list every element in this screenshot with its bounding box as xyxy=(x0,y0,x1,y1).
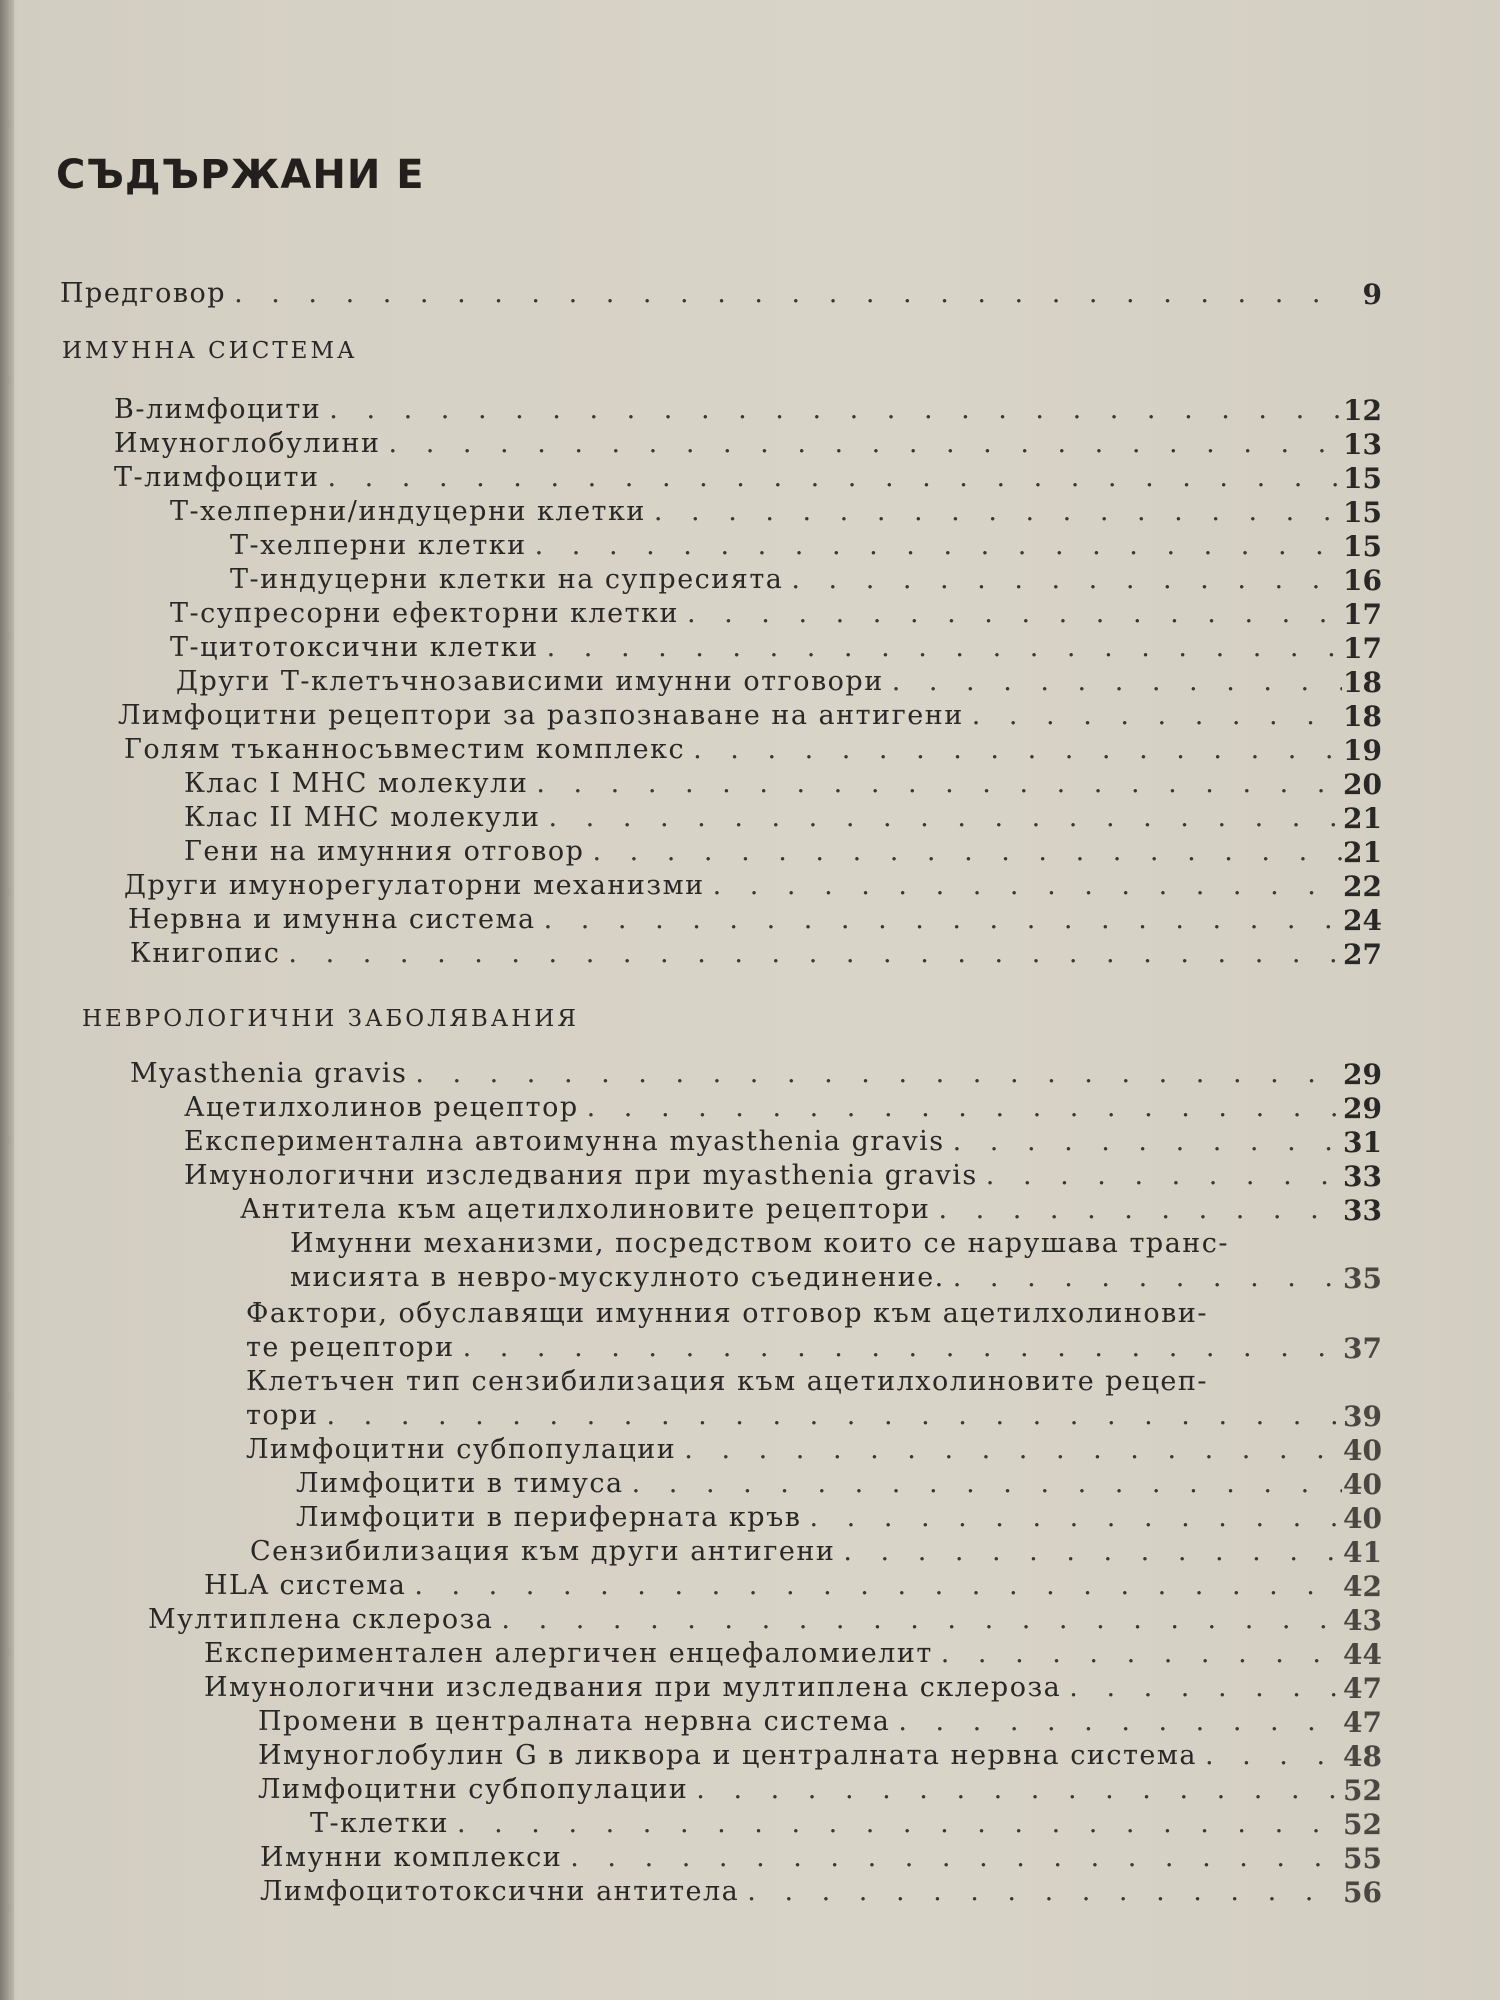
toc-entry-page: 27 xyxy=(1343,938,1382,971)
toc-entry-text: Т-цитотоксични клетки xyxy=(170,632,539,663)
toc-entry-page: 15 xyxy=(1343,496,1382,529)
leader-dots xyxy=(747,1876,1342,1907)
toc-entry xyxy=(184,836,1382,870)
toc-entry-page: 22 xyxy=(1343,870,1382,903)
toc-entry-text: Ацетилхолинов рецептор xyxy=(184,1092,579,1123)
toc-entry-page: 48 xyxy=(1343,1740,1382,1773)
toc-entry-page: 17 xyxy=(1343,598,1382,631)
toc-entry xyxy=(310,1808,1382,1842)
toc-entry xyxy=(246,1400,1382,1434)
toc-entry-page: 40 xyxy=(1343,1434,1382,1467)
toc-entry xyxy=(184,1160,1382,1194)
toc-entry-page: 18 xyxy=(1343,700,1382,733)
toc-entry-page: 17 xyxy=(1343,632,1382,665)
toc-entry-page: 43 xyxy=(1343,1604,1382,1637)
toc-entry-text: Лимфоцити в тимуса xyxy=(296,1468,624,1499)
leader-dots xyxy=(693,734,1342,765)
leader-dots xyxy=(535,530,1342,561)
page-title: СЪДЪРЖАНИ Е xyxy=(56,152,425,198)
toc-entry xyxy=(258,1706,1382,1740)
toc-entry-page: 56 xyxy=(1343,1876,1382,1909)
leader-dots xyxy=(843,1536,1342,1567)
toc-entry-text: Голям тъканносъвместим комплекс xyxy=(124,734,686,765)
toc-entry xyxy=(176,666,1382,700)
toc-entry xyxy=(230,564,1382,598)
toc-entry-preface xyxy=(60,278,1382,312)
toc-entry-text: Антитела към ацетилхолиновите рецептори xyxy=(240,1194,931,1225)
leader-dots xyxy=(549,802,1343,833)
leader-dots xyxy=(587,1092,1342,1123)
toc-entry-page: 19 xyxy=(1343,734,1382,767)
toc-entry-page: 31 xyxy=(1343,1126,1382,1159)
leader-dots xyxy=(953,1262,1342,1293)
toc-entry-page: 40 xyxy=(1343,1468,1382,1501)
toc-entry xyxy=(184,1126,1382,1160)
toc-entry-text: Гени на имунния отговор xyxy=(184,836,585,867)
leader-dots xyxy=(415,1058,1342,1089)
toc-entry-text: Т-лимфоцити xyxy=(114,462,320,493)
leader-dots xyxy=(326,1400,1342,1431)
toc-entry-text: Myasthenia gravis xyxy=(130,1058,408,1089)
toc-entry xyxy=(124,734,1382,768)
leader-dots xyxy=(809,1502,1342,1533)
toc-entry xyxy=(204,1638,1382,1672)
toc-entry xyxy=(296,1502,1382,1536)
toc-entry-page: 55 xyxy=(1343,1842,1382,1875)
leader-dots xyxy=(570,1842,1342,1873)
leader-dots xyxy=(941,1638,1342,1669)
toc-entry-page: 40 xyxy=(1343,1502,1382,1535)
toc-entry-text: Лимфоцитотоксични антитела xyxy=(260,1876,740,1907)
toc-entry-page: 9 xyxy=(1362,278,1382,311)
leader-dots xyxy=(501,1604,1342,1635)
toc-entry-text: Т-индуцерни клетки на супресията xyxy=(230,564,784,595)
toc-entry-text: Лимфоцити в периферната кръв xyxy=(296,1502,802,1533)
toc-entry xyxy=(250,1536,1382,1570)
toc-entry-page: 16 xyxy=(1343,564,1382,597)
toc-entry-text: Имунологични изследвания при мултиплена склероза xyxy=(204,1672,1062,1703)
toc-entry-text-line2: мисията в невро-мускулното съединение. xyxy=(290,1262,945,1293)
toc-entry-page: 15 xyxy=(1343,462,1382,495)
leader-dots xyxy=(389,428,1342,459)
section-heading-immune-system: ИМУННА СИСТЕМА xyxy=(62,338,358,364)
toc-entry-text: Имуноглобулини xyxy=(114,428,381,459)
toc-entry xyxy=(204,1672,1382,1706)
toc-entry-text: Клас I МНС молекули xyxy=(184,768,529,799)
toc-entry-text: Лимфоцитни субпопулации xyxy=(258,1774,689,1805)
toc-entry-page: 47 xyxy=(1343,1706,1382,1739)
toc-entry xyxy=(290,1262,1382,1296)
toc-entry-text: Сензибилизация към други антигени xyxy=(250,1536,836,1567)
toc-entry xyxy=(240,1194,1382,1228)
toc-entry-text: Т-клетки xyxy=(310,1808,449,1839)
leader-dots xyxy=(536,768,1342,799)
toc-entry xyxy=(170,496,1382,530)
toc-entry-text: Имунни комплекси xyxy=(260,1842,563,1873)
leader-dots xyxy=(713,870,1342,901)
toc-entry-text: Други Т-клетъчнозависими имунни отговори xyxy=(176,666,884,697)
leader-dots xyxy=(329,394,1342,425)
leader-dots xyxy=(972,700,1342,731)
toc-entry-page: 18 xyxy=(1343,666,1382,699)
leader-dots xyxy=(696,1774,1342,1805)
leader-dots xyxy=(592,836,1342,867)
toc-entry xyxy=(246,1332,1382,1366)
leader-dots xyxy=(327,462,1342,493)
toc-entry-text-line1: Фактори, обуславящи имунния отговор към ацетилхолинови- xyxy=(246,1298,1208,1329)
toc-entry-page: 24 xyxy=(1343,904,1382,937)
toc-entry xyxy=(130,1058,1382,1092)
toc-entry-page: 52 xyxy=(1343,1808,1382,1841)
leader-dots xyxy=(288,938,1342,969)
toc-entry-text: В-лимфоцити xyxy=(114,394,322,425)
leader-dots xyxy=(547,632,1342,663)
leader-dots xyxy=(687,598,1342,629)
toc-entry xyxy=(204,1570,1382,1604)
leader-dots xyxy=(654,496,1342,527)
toc-entry-text: Промени в централната нервна система xyxy=(258,1706,891,1737)
toc-entry-text: Други имунорегулаторни механизми xyxy=(124,870,705,901)
toc-entry-page: 21 xyxy=(1343,802,1382,835)
toc-entry xyxy=(130,938,1382,972)
toc-entry xyxy=(246,1434,1382,1468)
toc-entry xyxy=(170,632,1382,666)
toc-entry xyxy=(260,1876,1382,1910)
toc-entry xyxy=(148,1604,1382,1638)
toc-entry-page: 13 xyxy=(1343,428,1382,461)
toc-entry-page: 41 xyxy=(1343,1536,1382,1569)
toc-entry xyxy=(230,530,1382,564)
toc-entry xyxy=(170,598,1382,632)
toc-entry-page: 15 xyxy=(1343,530,1382,563)
toc-entry-text: Имуноглобулин G в ликвора и централната нервна система xyxy=(258,1740,1197,1771)
toc-entry xyxy=(114,394,1382,428)
toc-entry-page: 35 xyxy=(1343,1262,1382,1295)
toc-entry-page: 29 xyxy=(1343,1058,1382,1091)
leader-dots xyxy=(791,564,1342,595)
toc-entry-page: 44 xyxy=(1343,1638,1382,1671)
leader-dots xyxy=(463,1332,1342,1363)
leader-dots xyxy=(986,1160,1342,1191)
toc-entry-page: 29 xyxy=(1343,1092,1382,1125)
toc-entry-text-line1: Имунни механизми, посредством които се нарушава транс- xyxy=(290,1228,1230,1259)
toc-entry xyxy=(184,768,1382,802)
toc-entry-text-line2: тори xyxy=(246,1400,319,1431)
section-heading-neurological-diseases: НЕВРОЛОГИЧНИ ЗАБОЛЯВАНИЯ xyxy=(82,1006,579,1032)
toc-entry-text: Т-супресорни ефекторни клетки xyxy=(170,598,679,629)
toc-entry-page: 42 xyxy=(1343,1570,1382,1603)
toc-entry-text: Книгопис xyxy=(130,938,281,969)
leader-dots xyxy=(898,1706,1342,1737)
toc-entry xyxy=(258,1774,1382,1808)
toc-entry xyxy=(128,904,1382,938)
toc-entry xyxy=(296,1468,1382,1502)
toc-entry-page: 39 xyxy=(1343,1400,1382,1433)
leader-dots xyxy=(1205,1740,1342,1771)
toc-entry-page: 20 xyxy=(1343,768,1382,801)
toc-entry-text: HLA система xyxy=(204,1570,407,1601)
toc-entry-page: 47 xyxy=(1343,1672,1382,1705)
toc-entry-text: Имунологични изследвания при myasthenia gravis xyxy=(184,1160,978,1191)
leader-dots xyxy=(684,1434,1342,1465)
leader-dots xyxy=(414,1570,1342,1601)
leader-dots xyxy=(544,904,1342,935)
leader-dots xyxy=(632,1468,1342,1499)
toc-entry-text: Нервна и имунна система xyxy=(128,904,536,935)
toc-entry-text: Клас II МНС молекули xyxy=(184,802,541,833)
leader-dots xyxy=(892,666,1342,697)
leader-dots xyxy=(1069,1672,1342,1703)
toc-entry-page: 12 xyxy=(1343,394,1382,427)
toc-entry xyxy=(118,700,1382,734)
toc-entry-text: Предговор xyxy=(60,278,227,309)
leader-dots xyxy=(953,1126,1342,1157)
toc-entry-text: Т-хелперни клетки xyxy=(230,530,527,561)
toc-entry-text-line2: те рецептори xyxy=(246,1332,455,1363)
toc-entry xyxy=(114,428,1382,462)
toc-entry xyxy=(124,870,1382,904)
toc-entry-text: Лимфоцитни рецептори за разпознаване на антигени xyxy=(118,700,964,731)
toc-entry-page: 33 xyxy=(1343,1160,1382,1193)
toc-entry xyxy=(260,1842,1382,1876)
toc-entry-page: 33 xyxy=(1343,1194,1382,1227)
toc-entry-page: 37 xyxy=(1343,1332,1382,1365)
toc-entry-text-line1: Клетъчен тип сензибилизация към ацетилхолиновите рецеп- xyxy=(246,1366,1209,1397)
leader-dots xyxy=(234,278,1342,309)
toc-entry-text: Лимфоцитни субпопулации xyxy=(246,1434,677,1465)
toc-entry-text: Експериментална автоимунна myasthenia gravis xyxy=(184,1126,945,1157)
leader-dots xyxy=(457,1808,1342,1839)
toc-entry-page: 52 xyxy=(1343,1774,1382,1807)
toc-entry-text: Т-хелперни/индуцерни клетки xyxy=(170,496,646,527)
leader-dots xyxy=(938,1194,1342,1225)
toc-entry-text: Мултиплена склероза xyxy=(148,1604,494,1635)
toc-entry xyxy=(114,462,1382,496)
toc-entry-text: Експериментален алергичен енцефаломиелит xyxy=(204,1638,933,1669)
toc-entry xyxy=(184,1092,1382,1126)
toc-entry-page: 21 xyxy=(1343,836,1382,869)
toc-entry xyxy=(258,1740,1382,1774)
toc-entry xyxy=(184,802,1382,836)
